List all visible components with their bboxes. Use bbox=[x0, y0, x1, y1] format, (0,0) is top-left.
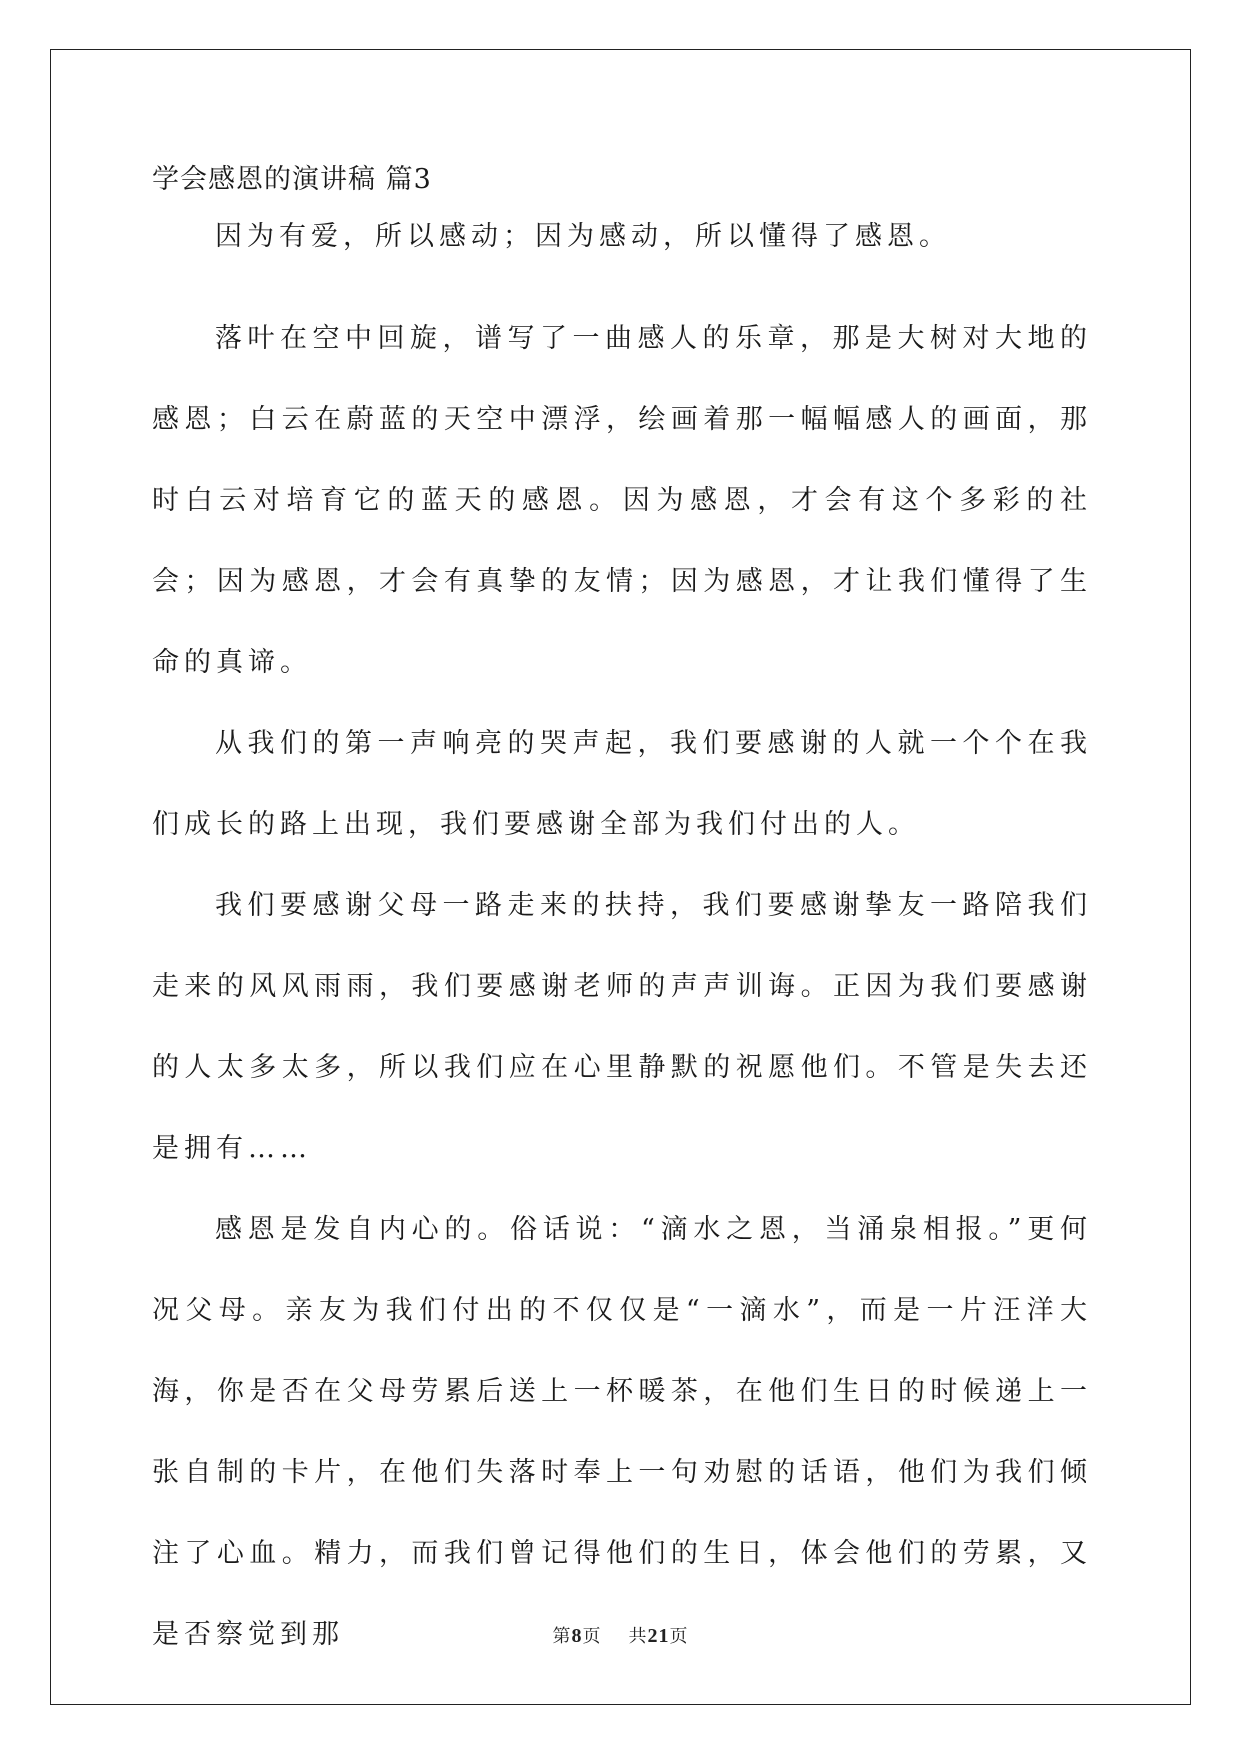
page-footer bbox=[0, 1622, 1241, 1648]
paragraph: 我们要感谢父母一路走来的扶持，我们要感谢挚友一路陪我们走来的风风雨雨，我们要感谢老师的声声训诲。正因为我们要感谢的人太多太多，所以我们应在心里静默的祝愿他们。不管是失去还是拥有…… bbox=[152, 890, 1092, 1164]
paragraph: 感恩是发自内心的。俗话说：“滴水之恩，当涌泉相报。”更何况父母。亲友为我们付出的不仅仅是“一滴水”，而是一片汪洋大海，你是否在父母劳累后送上一杯暖茶，在他们生日的时候递上一张自制的卡片，在他们失落时奉上一句劝慰的话语，他们为我们倾注了心血。精力，而我们曾记得他们的生日，体会他们的劳累，又是否察觉到那 bbox=[152, 1214, 1092, 1650]
paragraph: 从我们的第一声响亮的哭声起，我们要感谢的人就一个个在我们成长的路上出现，我们要感谢全部为我们付出的人。 bbox=[152, 728, 1092, 840]
total-suffix: 页 bbox=[669, 1626, 689, 1647]
paragraph: 因为有爱，所以感动；因为感动，所以懂得了感恩。 bbox=[215, 221, 951, 252]
document-title: 学会感恩的演讲稿 篇3 bbox=[152, 164, 432, 195]
total-pages: 21 bbox=[647, 1625, 670, 1647]
page-number: 8 bbox=[571, 1625, 583, 1647]
document-body bbox=[152, 160, 1092, 1675]
page-suffix: 页 bbox=[582, 1626, 602, 1647]
total-prefix: 共 bbox=[628, 1626, 648, 1647]
page-prefix: 第 bbox=[552, 1626, 572, 1647]
paragraph: 落叶在空中回旋，谱写了一曲感人的乐章，那是大树对大地的感恩；白云在蔚蓝的天空中漂浮，绘画着那一幅幅感人的画面，那时白云对培育它的蓝天的感恩。因为感恩，才会有这个多彩的社会；因为感恩，才会有真挚的友情；因为感恩，才让我们懂得了生命的真谛。 bbox=[152, 323, 1092, 678]
